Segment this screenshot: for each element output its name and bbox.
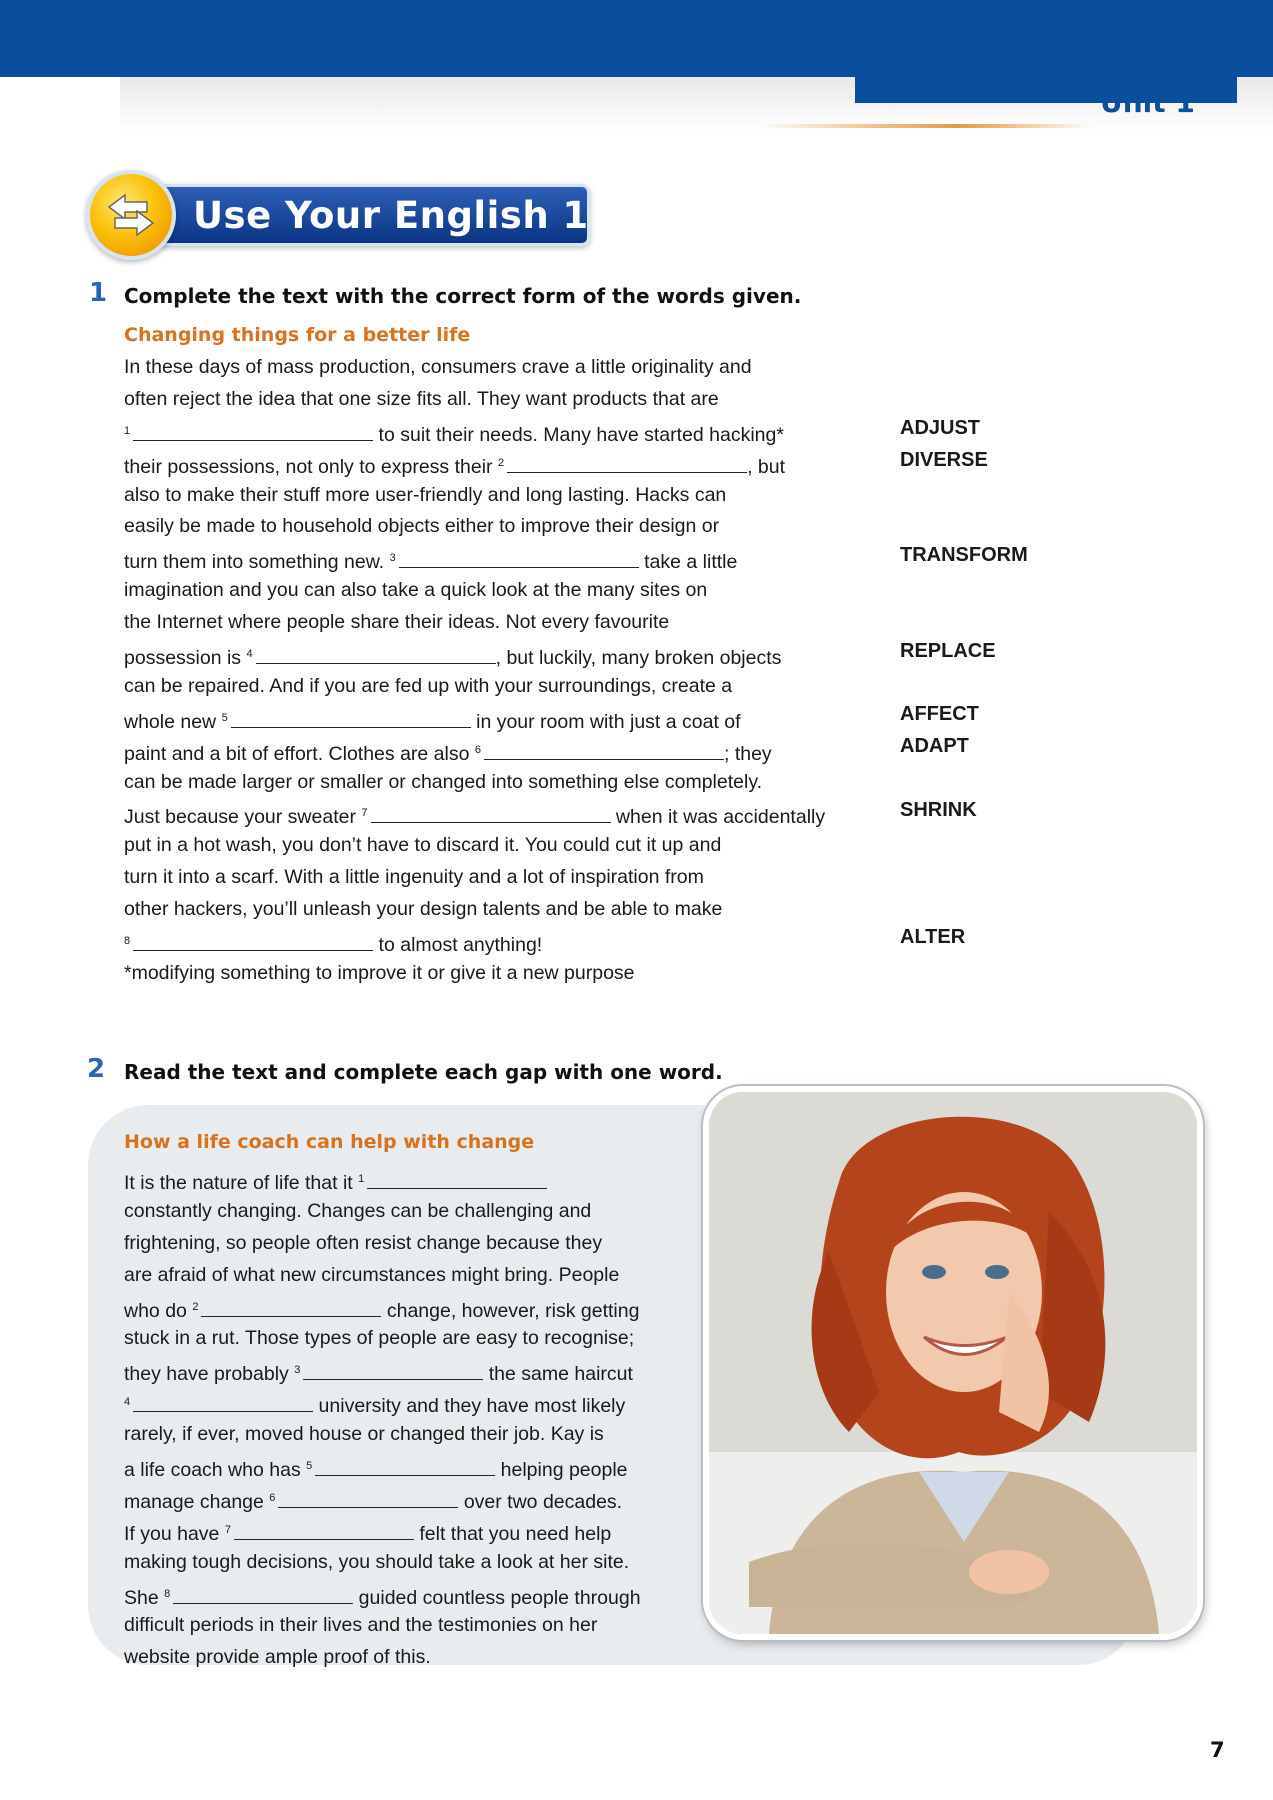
answer-gap[interactable] <box>133 1393 313 1412</box>
line-text: In these days of mass production, consumers crave a little originality and <box>124 356 752 378</box>
keyword-shrink: SHRINK <box>900 799 977 821</box>
keyword-alter: ALTER <box>900 926 966 948</box>
gap-number: 3 <box>294 1364 301 1377</box>
header-accent-line <box>760 124 1090 128</box>
text-line <box>124 1579 684 1611</box>
line-text-after-gap: , but luckily, many broken objects <box>495 647 782 670</box>
line-text-before-gap: possession is <box>124 647 247 670</box>
text-line <box>124 671 884 703</box>
line-text: are afraid of what new circumstances might bring. People <box>124 1263 620 1286</box>
text-line <box>124 352 884 384</box>
text-line <box>124 767 884 799</box>
gap-number: 5 <box>306 1460 313 1473</box>
unit-label: Unit 1 <box>1100 88 1195 118</box>
exercise-1-heading: Changing things for a better life <box>124 324 471 346</box>
keyword-adjust: ADJUST <box>900 417 981 439</box>
line-text-before-gap: who do <box>124 1299 193 1322</box>
line-text-after-gap: to suit their needs. Many have started hacking* <box>373 423 784 446</box>
line-text-after-gap: take a little <box>638 551 738 574</box>
header-bar <box>0 0 1273 77</box>
answer-gap[interactable] <box>367 1170 547 1189</box>
line-text-after-gap: the same haircut <box>483 1363 633 1386</box>
line-text: *modifying something to improve it or give it a new purpose <box>124 961 635 984</box>
section-title: Use Your English 1 <box>193 194 589 237</box>
line-text-before-gap: they have probably <box>124 1363 295 1386</box>
line-text-after-gap: felt that you need help <box>413 1522 612 1545</box>
text-line <box>124 607 884 639</box>
text-line <box>124 830 884 862</box>
line-text-after-gap: ; they <box>723 742 772 765</box>
line-text-after-gap: , but <box>747 455 786 478</box>
text-line <box>124 894 884 926</box>
line-text: easily be made to household objects either to improve their design or <box>124 515 720 538</box>
text-line <box>124 511 884 543</box>
line-text-before-gap: It is the nature of life that it <box>124 1172 359 1194</box>
gap-number: 8 <box>164 1587 171 1600</box>
answer-gap[interactable] <box>315 1457 495 1476</box>
line-text-before-gap: Just because your sweater <box>124 806 362 829</box>
answer-gap[interactable] <box>256 645 496 664</box>
gap-number: 8 <box>124 935 131 948</box>
text-line <box>124 1196 684 1228</box>
line-text-after-gap: helping people <box>495 1459 628 1482</box>
text-line <box>124 735 884 767</box>
text-line <box>124 639 884 671</box>
text-line <box>124 575 884 607</box>
keyword-diverse: DIVERSE <box>900 449 988 471</box>
answer-gap[interactable] <box>484 741 724 760</box>
line-text: the Internet where people share their ideas. Not every favourite <box>124 611 670 634</box>
line-text-before-gap: their possessions, not only to express their <box>124 455 498 478</box>
line-text-after-gap: when it was accidentally <box>610 806 826 829</box>
answer-gap[interactable] <box>507 454 747 473</box>
gap-number: 4 <box>246 648 253 661</box>
line-text: rarely, if ever, moved house or changed their job. Kay is <box>124 1423 604 1446</box>
answer-gap[interactable] <box>133 422 373 441</box>
exercise-1-text <box>124 352 884 990</box>
exercise-2-heading: How a life coach can help with change <box>124 1131 535 1153</box>
line-text: website provide ample proof of this. <box>124 1646 431 1669</box>
text-line <box>124 416 884 448</box>
text-line <box>124 1515 684 1547</box>
text-line <box>124 384 884 416</box>
keyword-transform: TRANSFORM <box>900 544 1028 566</box>
exercise-2-instruction: Read the text and complete each gap with one word. <box>124 1060 723 1084</box>
exercise-1-number: 1 <box>89 278 108 308</box>
text-line <box>124 1260 684 1292</box>
line-text: difficult periods in their lives and the testimonies on her <box>124 1614 598 1637</box>
text-line <box>124 1228 684 1260</box>
line-text: can be repaired. And if you are fed up with your surroundings, create a <box>124 674 733 697</box>
line-text: also to make their stuff more user-friendly and long lasting. Hacks can <box>124 483 727 506</box>
text-line <box>124 1323 684 1355</box>
text-line <box>124 1419 684 1451</box>
line-text: constantly changing. Changes can be challenging and <box>124 1199 592 1222</box>
answer-gap[interactable] <box>303 1361 483 1380</box>
text-line <box>124 1164 684 1196</box>
line-text: frightening, so people often resist change because they <box>124 1231 603 1254</box>
keyword-affect: AFFECT <box>900 703 979 725</box>
text-line <box>124 926 884 958</box>
line-text-before-gap: paint and a bit of effort. Clothes are also <box>124 742 475 765</box>
line-text: imagination and you can also take a quick look at the many sites on <box>124 579 708 602</box>
line-text: making tough decisions, you should take a look at her site. <box>124 1550 630 1573</box>
line-text-before-gap: whole new <box>124 710 222 733</box>
line-text-before-gap: manage change <box>124 1490 270 1513</box>
line-text-before-gap: a life coach who has <box>124 1459 307 1482</box>
line-text: put in a hot wash, you don’t have to discard it. You could cut it up and <box>124 834 722 857</box>
line-text: often reject the idea that one size fits all. They want products that are <box>124 387 719 410</box>
gap-number: 4 <box>124 1396 131 1409</box>
text-line <box>124 448 884 480</box>
line-text-after-gap: change, however, risk getting <box>381 1299 640 1322</box>
text-line <box>124 1642 684 1674</box>
text-line <box>124 480 884 512</box>
line-text-after-gap: guided countless people through <box>353 1586 641 1609</box>
answer-gap[interactable] <box>234 1521 414 1540</box>
answer-gap[interactable] <box>371 804 611 823</box>
text-line <box>124 1292 684 1324</box>
line-text-before-gap: turn them into something new. <box>124 551 390 574</box>
line-text: other hackers, you’ll unleash your design talents and be able to make <box>124 898 723 921</box>
woman-photo <box>703 1086 1203 1640</box>
text-line <box>124 1547 684 1579</box>
line-text: turn it into a scarf. With a little ingenuity and a lot of inspiration from <box>124 866 704 889</box>
gap-number: 5 <box>221 711 228 724</box>
text-line <box>124 1387 684 1419</box>
gap-number: 7 <box>361 807 368 820</box>
text-line <box>124 1451 684 1483</box>
keyword-replace: REPLACE <box>900 640 996 662</box>
gap-number: 7 <box>224 1523 231 1536</box>
text-line <box>124 543 884 575</box>
answer-gap[interactable] <box>173 1585 353 1604</box>
text-line <box>124 1610 684 1642</box>
page-number: 7 <box>1210 1738 1225 1762</box>
gap-number: 1 <box>358 1173 365 1185</box>
answer-gap[interactable] <box>201 1298 381 1317</box>
text-line <box>124 958 884 990</box>
exercise-2-number: 2 <box>87 1054 106 1084</box>
line-text-after-gap: in your room with just a coat of <box>470 710 741 733</box>
gap-number: 2 <box>192 1300 199 1313</box>
gap-number: 3 <box>389 552 396 565</box>
line-text-after-gap: over two decades. <box>458 1490 623 1513</box>
gap-number: 6 <box>474 743 481 756</box>
line-text: can be made larger or smaller or changed into something else completely. <box>124 770 763 793</box>
keyword-adapt: ADAPT <box>900 735 969 757</box>
text-line <box>124 862 884 894</box>
gap-number: 1 <box>124 424 131 437</box>
line-text-after-gap: university and they have most likely <box>313 1395 626 1418</box>
line-text-after-gap: to almost anything! <box>373 934 543 957</box>
text-line <box>124 703 884 735</box>
arrows-exchange-icon <box>86 170 176 260</box>
answer-gap[interactable] <box>399 549 639 568</box>
line-text-before-gap: If you have <box>124 1522 225 1545</box>
text-line <box>124 1483 684 1515</box>
line-text-before-gap: She <box>124 1586 165 1609</box>
answer-gap[interactable] <box>278 1489 458 1508</box>
gap-number: 6 <box>269 1491 276 1504</box>
answer-gap[interactable] <box>231 709 471 728</box>
text-line <box>124 798 884 830</box>
line-text: stuck in a rut. Those types of people are easy to recognise; <box>124 1327 635 1350</box>
section-banner <box>86 170 596 256</box>
answer-gap[interactable] <box>133 932 373 951</box>
exercise-1-instruction: Complete the text with the correct form of the words given. <box>124 284 802 308</box>
text-line <box>124 1355 684 1387</box>
exercise-2-text <box>124 1164 684 1674</box>
gap-number: 2 <box>497 456 505 469</box>
